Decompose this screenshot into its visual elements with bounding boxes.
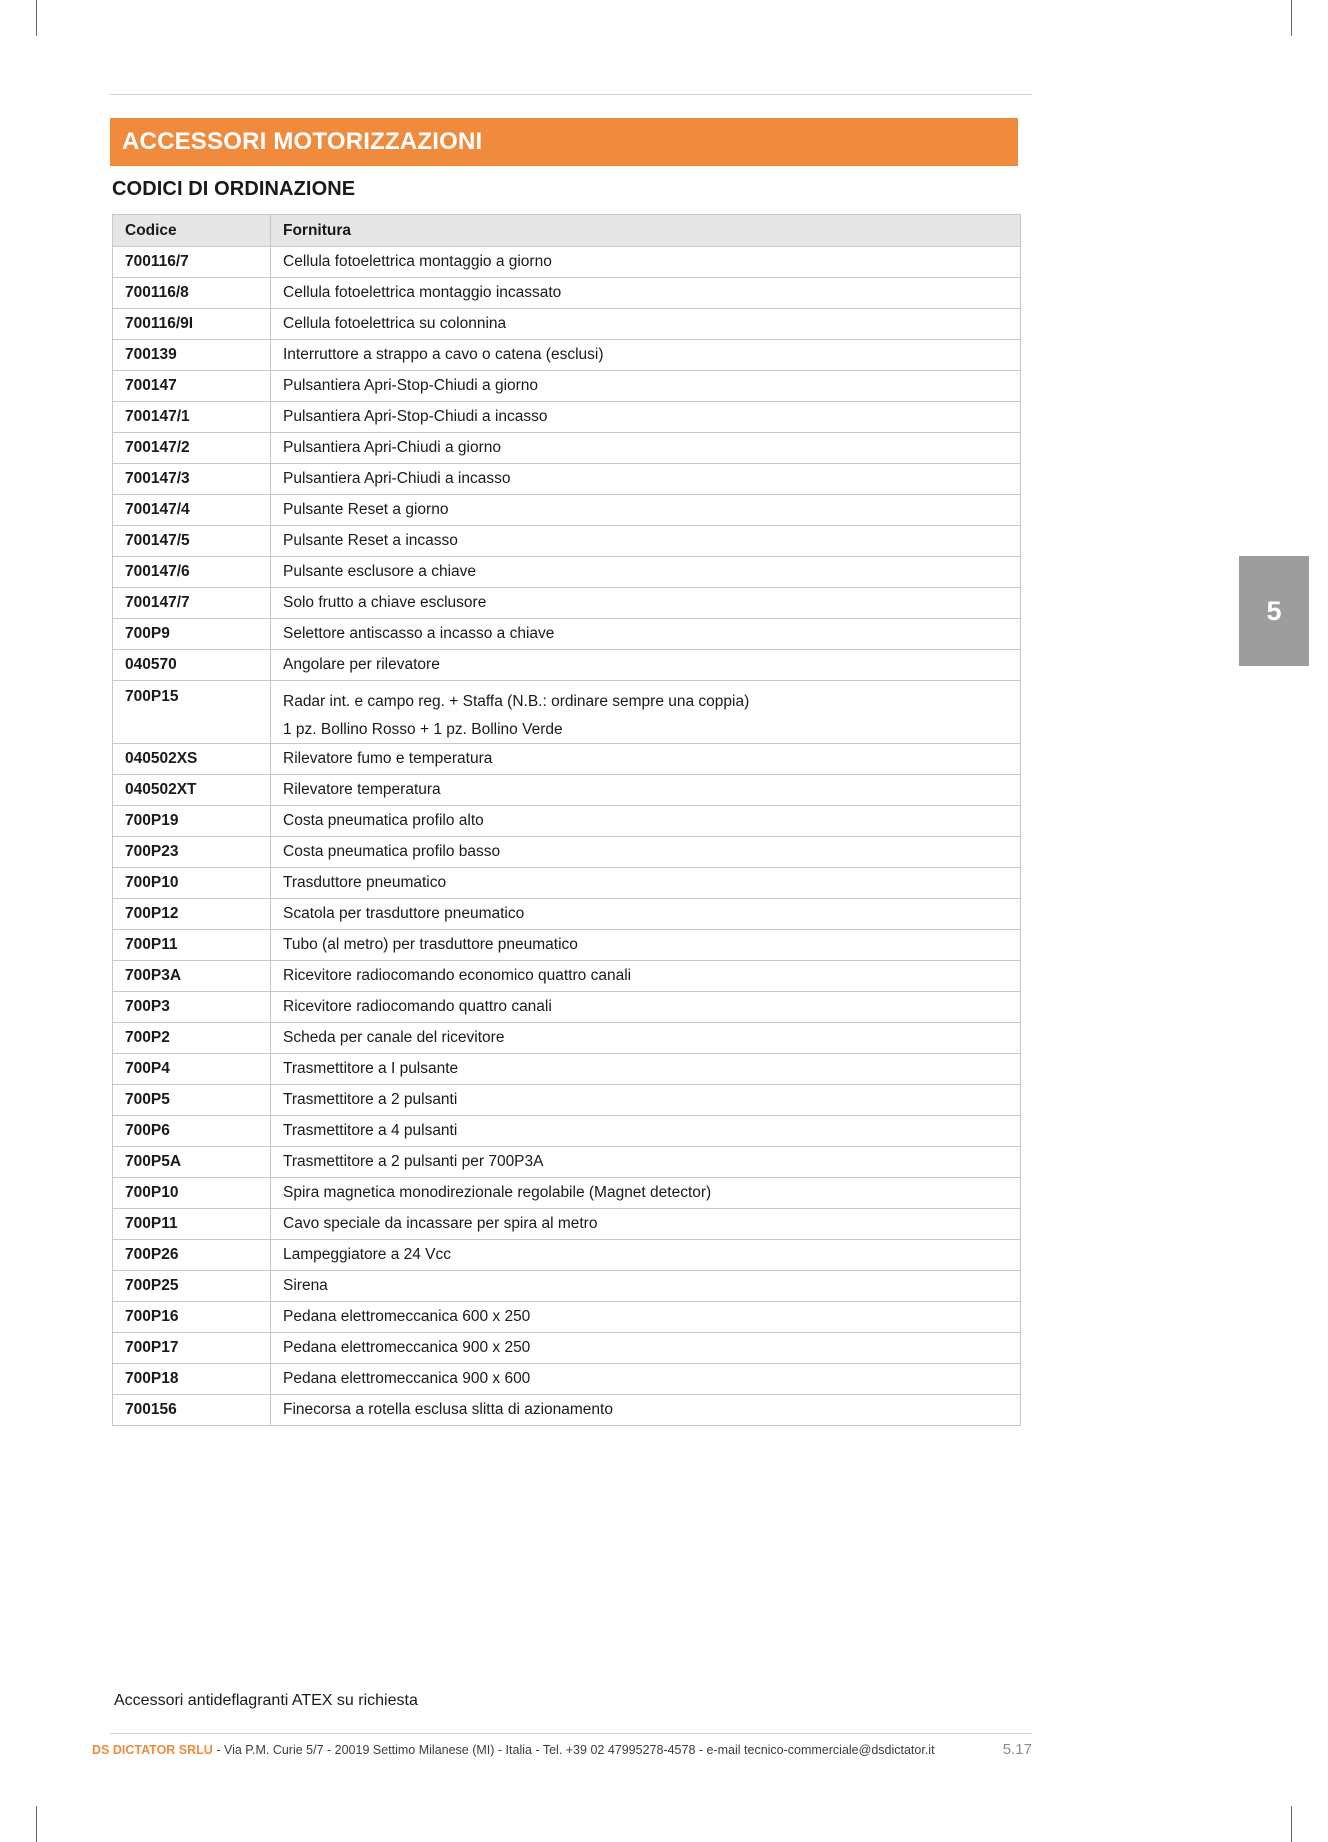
table-row xyxy=(113,557,1021,588)
cell-codice: 700P16 xyxy=(113,1302,271,1333)
cell-codice: 700116/9I xyxy=(113,309,271,340)
cell-fornitura: Trasmettitore a 2 pulsanti per 700P3A xyxy=(271,1147,1021,1178)
table-row xyxy=(113,619,1021,650)
cell-codice: 700147/7 xyxy=(113,588,271,619)
cell-codice: 700147/4 xyxy=(113,495,271,526)
table-row xyxy=(113,1023,1021,1054)
cell-fornitura xyxy=(271,681,1021,744)
cell-fornitura: Scheda per canale del ricevitore xyxy=(271,1023,1021,1054)
cell-codice: 700P25 xyxy=(113,1271,271,1302)
cell-fornitura-line: Radar int. e campo reg. + Staffa (N.B.: ordinare sempre una coppia) xyxy=(283,693,750,710)
table-row xyxy=(113,1178,1021,1209)
table-row xyxy=(113,278,1021,309)
table-row xyxy=(113,433,1021,464)
column-header-codice: Codice xyxy=(113,215,271,247)
cell-fornitura: Pulsante Reset a giorno xyxy=(271,495,1021,526)
table-row xyxy=(113,930,1021,961)
table-row xyxy=(113,247,1021,278)
cell-codice: 700P26 xyxy=(113,1240,271,1271)
table-row xyxy=(113,1364,1021,1395)
crop-mark-top-left xyxy=(36,0,37,36)
cell-codice: 700P17 xyxy=(113,1333,271,1364)
page-content xyxy=(92,0,1218,1842)
table-row xyxy=(113,402,1021,433)
page-title: CODICI DI ORDINAZIONE xyxy=(112,178,356,200)
crop-mark-bottom-right xyxy=(1291,1806,1292,1842)
table-row xyxy=(113,526,1021,557)
cell-codice: 700P11 xyxy=(113,1209,271,1240)
footer-brand: DS DICTATOR SRLU xyxy=(92,1743,213,1757)
cell-codice: 040570 xyxy=(113,650,271,681)
cell-codice: 700147/6 xyxy=(113,557,271,588)
table-row xyxy=(113,1333,1021,1364)
table-row xyxy=(113,1116,1021,1147)
cell-codice: 700P4 xyxy=(113,1054,271,1085)
page-number: 5.17 xyxy=(1002,1741,1032,1758)
table-row xyxy=(113,1054,1021,1085)
cell-codice: 700147/5 xyxy=(113,526,271,557)
cell-fornitura: Ricevitore radiocomando quattro canali xyxy=(271,992,1021,1023)
table-row xyxy=(113,1209,1021,1240)
ordering-codes-table xyxy=(112,214,1021,1426)
cell-codice: 700156 xyxy=(113,1395,271,1426)
cell-codice: 700P3 xyxy=(113,992,271,1023)
column-header-fornitura: Fornitura xyxy=(271,215,1021,247)
cell-fornitura: Ricevitore radiocomando economico quattro canali xyxy=(271,961,1021,992)
cell-codice: 700116/8 xyxy=(113,278,271,309)
cell-fornitura: Rilevatore temperatura xyxy=(271,775,1021,806)
cell-fornitura: Pedana elettromeccanica 900 x 600 xyxy=(271,1364,1021,1395)
chapter-tab xyxy=(1239,556,1309,666)
cell-fornitura: Trasmettitore a 2 pulsanti xyxy=(271,1085,1021,1116)
cell-fornitura: Pedana elettromeccanica 600 x 250 xyxy=(271,1302,1021,1333)
table-row xyxy=(113,681,1021,744)
cell-fornitura: Selettore antiscasso a incasso a chiave xyxy=(271,619,1021,650)
cell-fornitura: Cavo speciale da incassare per spira al metro xyxy=(271,1209,1021,1240)
table-row xyxy=(113,588,1021,619)
cell-fornitura: Interruttore a strappo a cavo o catena (esclusi) xyxy=(271,340,1021,371)
cell-fornitura: Cellula fotoelettrica montaggio a giorno xyxy=(271,247,1021,278)
cell-codice: 700147/3 xyxy=(113,464,271,495)
cell-fornitura: Sirena xyxy=(271,1271,1021,1302)
cell-fornitura: Spira magnetica monodirezionale regolabile (Magnet detector) xyxy=(271,1178,1021,1209)
cell-codice: 700P5A xyxy=(113,1147,271,1178)
cell-fornitura: Trasduttore pneumatico xyxy=(271,868,1021,899)
cell-fornitura: Pedana elettromeccanica 900 x 250 xyxy=(271,1333,1021,1364)
cell-fornitura: Cellula fotoelettrica montaggio incassato xyxy=(271,278,1021,309)
table-row xyxy=(113,309,1021,340)
cell-codice: 700P6 xyxy=(113,1116,271,1147)
cell-fornitura: Costa pneumatica profilo alto xyxy=(271,806,1021,837)
footer-company-line xyxy=(92,1743,935,1757)
footer-details: - Via P.M. Curie 5/7 - 20019 Settimo Milanese (MI) - Italia - Tel. +39 02 47995278-4578 - e-mail tecnico-commerciale@dsdictator.it xyxy=(212,1743,935,1757)
cell-codice: 700P5 xyxy=(113,1085,271,1116)
table-row xyxy=(113,1085,1021,1116)
cell-fornitura: Pulsantiera Apri-Stop-Chiudi a giorno xyxy=(271,371,1021,402)
cell-codice: 700P3A xyxy=(113,961,271,992)
cell-codice: 700P2 xyxy=(113,1023,271,1054)
cell-codice: 040502XS xyxy=(113,744,271,775)
cell-codice: 700P15 xyxy=(113,681,271,744)
cell-fornitura: Cellula fotoelettrica su colonnina xyxy=(271,309,1021,340)
table-header xyxy=(113,215,1021,247)
cell-codice: 700139 xyxy=(113,340,271,371)
cell-codice: 700P19 xyxy=(113,806,271,837)
cell-fornitura: Trasmettitore a 4 pulsanti xyxy=(271,1116,1021,1147)
table-row xyxy=(113,1302,1021,1333)
table-row xyxy=(113,899,1021,930)
crop-mark-bottom-left xyxy=(36,1806,37,1842)
table-body xyxy=(113,247,1021,1426)
cell-fornitura: Angolare per rilevatore xyxy=(271,650,1021,681)
cell-fornitura: Scatola per trasduttore pneumatico xyxy=(271,899,1021,930)
table-row xyxy=(113,340,1021,371)
chapter-tab-number: 5 xyxy=(1266,595,1282,626)
crop-mark-top-right xyxy=(1291,0,1292,36)
cell-codice: 700P9 xyxy=(113,619,271,650)
cell-fornitura: Tubo (al metro) per trasduttore pneumatico xyxy=(271,930,1021,961)
cell-codice: 700P23 xyxy=(113,837,271,868)
cell-fornitura: Pulsantiera Apri-Chiudi a giorno xyxy=(271,433,1021,464)
table-header-row xyxy=(113,215,1021,247)
table-row xyxy=(113,1271,1021,1302)
table-row xyxy=(113,371,1021,402)
table-row xyxy=(113,464,1021,495)
table-row xyxy=(113,495,1021,526)
cell-fornitura: Pulsante esclusore a chiave xyxy=(271,557,1021,588)
table-row xyxy=(113,961,1021,992)
table-row xyxy=(113,992,1021,1023)
table-row xyxy=(113,868,1021,899)
table-row xyxy=(113,650,1021,681)
page-footer xyxy=(92,1741,1032,1758)
cell-fornitura: Trasmettitore a I pulsante xyxy=(271,1054,1021,1085)
cell-fornitura: Costa pneumatica profilo basso xyxy=(271,837,1021,868)
table-row xyxy=(113,837,1021,868)
cell-codice: 040502XT xyxy=(113,775,271,806)
atex-note: Accessori antideflagranti ATEX su richiesta xyxy=(114,1692,418,1709)
banner-title: ACCESSORI MOTORIZZAZIONI xyxy=(122,128,483,155)
table-row xyxy=(113,806,1021,837)
cell-codice: 700147/2 xyxy=(113,433,271,464)
header-divider xyxy=(110,94,1032,95)
table-row xyxy=(113,744,1021,775)
cell-fornitura-line: 1 pz. Bollino Rosso + 1 pz. Bollino Verde xyxy=(283,720,563,738)
cell-fornitura: Lampeggiatore a 24 Vcc xyxy=(271,1240,1021,1271)
cell-codice: 700P10 xyxy=(113,868,271,899)
cell-fornitura: Finecorsa a rotella esclusa slitta di azionamento xyxy=(271,1395,1021,1426)
cell-fornitura: Solo frutto a chiave esclusore xyxy=(271,588,1021,619)
cell-codice: 700147/1 xyxy=(113,402,271,433)
cell-codice: 700P12 xyxy=(113,899,271,930)
cell-fornitura: Pulsante Reset a incasso xyxy=(271,526,1021,557)
cell-fornitura: Rilevatore fumo e temperatura xyxy=(271,744,1021,775)
cell-fornitura: Pulsantiera Apri-Chiudi a incasso xyxy=(271,464,1021,495)
footer-divider xyxy=(110,1733,1032,1734)
section-banner xyxy=(110,118,1018,166)
cell-codice: 700147 xyxy=(113,371,271,402)
cell-codice: 700P18 xyxy=(113,1364,271,1395)
table-row xyxy=(113,1395,1021,1426)
table-row xyxy=(113,1240,1021,1271)
table-row xyxy=(113,1147,1021,1178)
table-row xyxy=(113,775,1021,806)
cell-codice: 700P11 xyxy=(113,930,271,961)
cell-codice: 700P10 xyxy=(113,1178,271,1209)
cell-fornitura: Pulsantiera Apri-Stop-Chiudi a incasso xyxy=(271,402,1021,433)
cell-codice: 700116/7 xyxy=(113,247,271,278)
